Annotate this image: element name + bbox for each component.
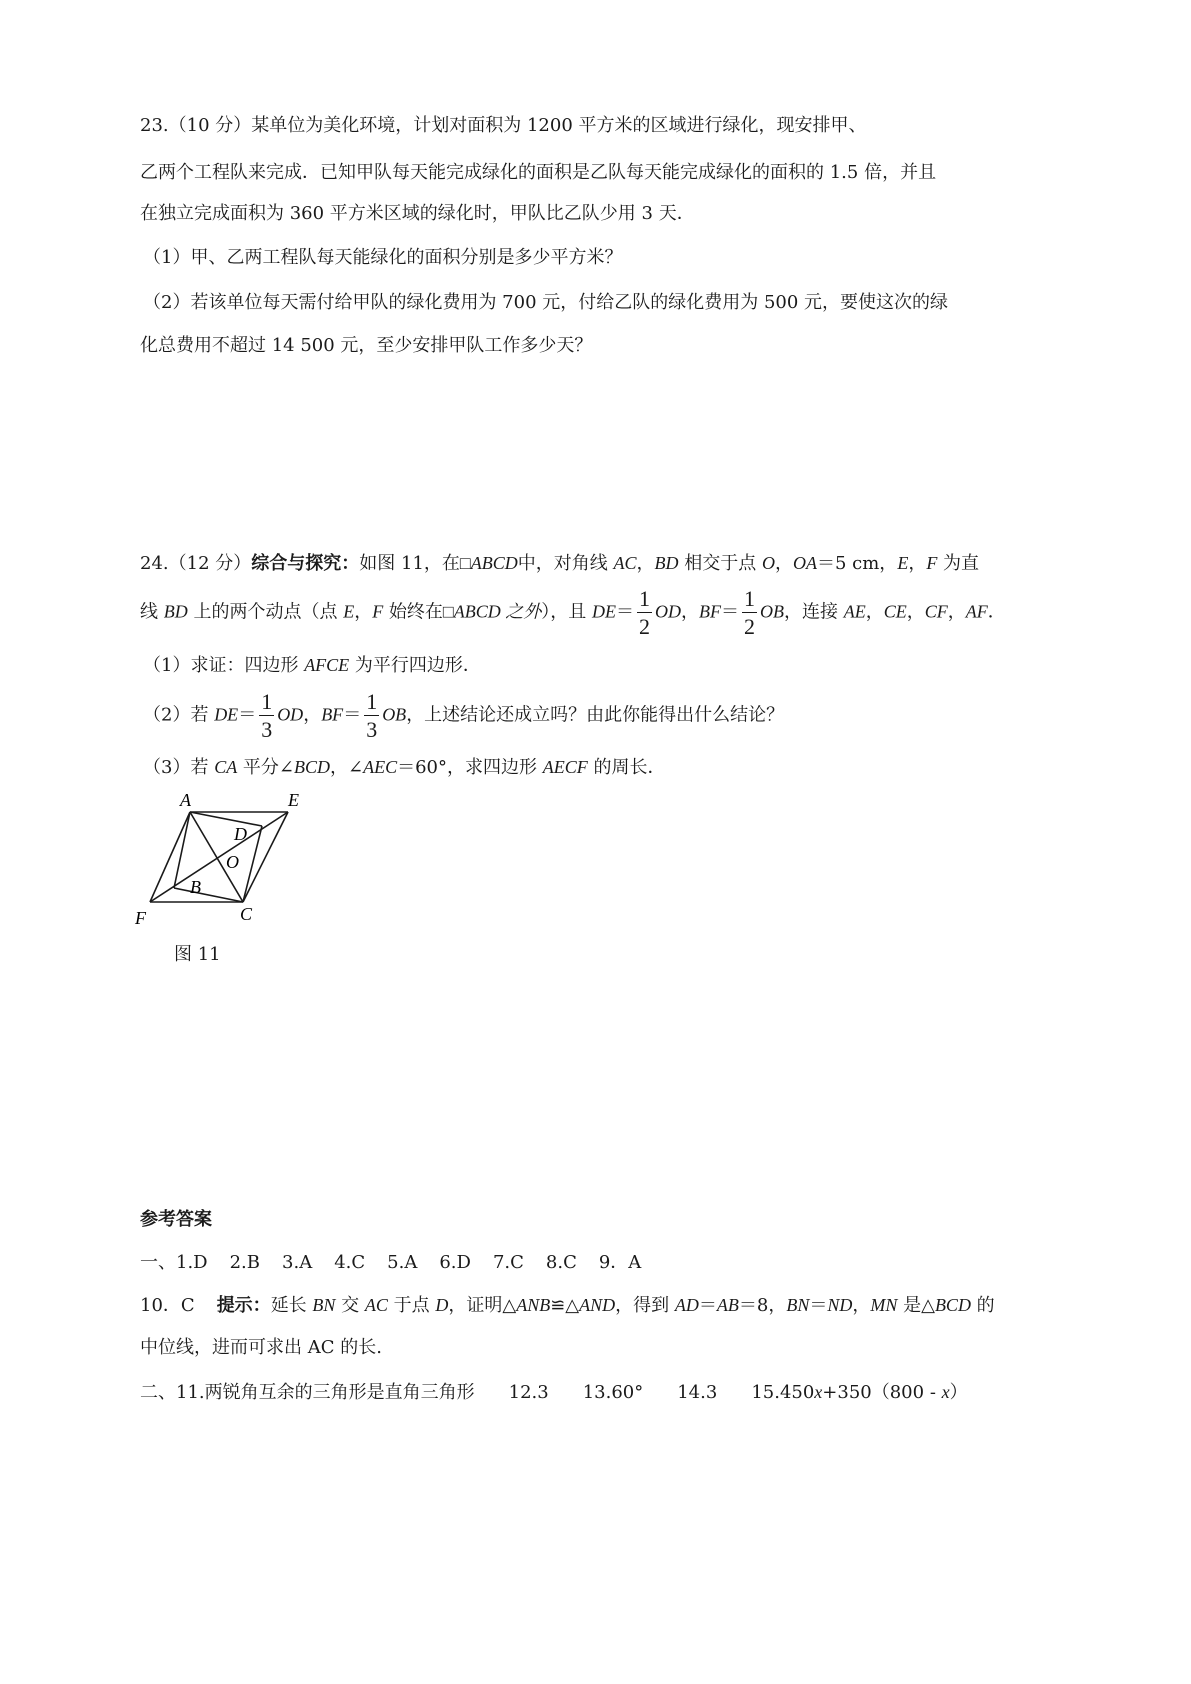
label-o: O [226, 852, 239, 872]
figure-11-diagram [130, 790, 330, 1000]
q24-part-1: （1）求证：四边形 AFCE 为平行四边形． [143, 655, 481, 676]
fraction-one-half: $\frac{1}{2}$ [639, 586, 651, 640]
segment-ec [243, 812, 288, 902]
q24-part-3: （3）若 CA 平分∠BCD，∠AEC＝60°，求四边形 AECF 的周长． [143, 757, 666, 778]
q23-line-1: 23.（10 分）某单位为美化环境，计划对面积为 1200 平方米的区域进行绿化，现安排甲、 [140, 115, 867, 136]
label-f: F [135, 908, 146, 928]
label-d: D [234, 824, 247, 844]
answers-title: 参考答案 [140, 1209, 212, 1230]
label-e: E [288, 790, 299, 810]
answers-row-1: 一、1.D 2.B 3.A 4.C 5.A 6.D 7.C 8.C 9．A [140, 1252, 642, 1273]
fraction-one-half: $\frac{1}{2}$ [744, 586, 756, 640]
answers-q10-line-1: 10．C 提示：延长 BN 交 AC 于点 D，证明△ANB≌△AND，得到 AD＝AB＝8，BN＝ND，MN 是△BCD 的 [140, 1295, 995, 1316]
label-a: A [180, 790, 191, 810]
q24-line-2: 线 BD 上的两个动点（点 E，F 始终在□ABCD 之外），且 DE＝ $\frac{1}{2}$ OD，BF＝ $\frac{1}{2}$ OB，连接 AE，CE，CF，AF． [140, 586, 1006, 640]
segment-cb [174, 888, 243, 902]
segment-ad [190, 812, 262, 826]
q23-part-2-line-2: 化总费用不超过 14 500 元，至少安排甲队工作多少天？ [140, 335, 593, 356]
label-b: B [190, 877, 201, 897]
fraction-one-third: $\frac{1}{3}$ [261, 689, 273, 743]
q23-part-2-line-1: （2）若该单位每天需付给甲队的绿化费用为 700 元，付给乙队的绿化费用为 500 元，要使这次的绿 [143, 292, 949, 313]
answers-row-2: 二、11.两锐角互余的三角形是直角三角形 12.3 13.60° 14.3 15.450x+350（800 - x） [140, 1382, 968, 1403]
q23-part-1: （1）甲、乙两工程队每天能绿化的面积分别是多少平方米？ [143, 247, 623, 268]
q23-line-3: 在独立完成面积为 360 平方米区域的绿化时，甲队比乙队少用 3 天． [140, 203, 695, 224]
q24-bold-label: 综合与探究： [251, 553, 360, 574]
q24-part-2: （2）若 DE＝ $\frac{1}{3}$ OD，BF＝ $\frac{1}{3}$ OB，上述结论还成立吗？由此你能得出什么结论？ [143, 689, 785, 743]
label-c: C [240, 904, 253, 924]
fraction-one-third: $\frac{1}{3}$ [366, 689, 378, 743]
q24-line-1: 24.（12 分）综合与探究：如图 11，在□ABCD中，对角线 AC，BD 相交于点 O，OA＝5 cm，E，F 为直 [140, 553, 980, 574]
answers-q10-line-2: 中位线，进而可求出 AC 的长. [140, 1337, 382, 1358]
q23-line-2: 乙两个工程队来完成．已知甲队每天能完成绿化的面积是乙队每天能完成绿化的面积的 1.5 倍，并且 [140, 162, 937, 183]
figure-caption: 图 11 [174, 944, 221, 965]
